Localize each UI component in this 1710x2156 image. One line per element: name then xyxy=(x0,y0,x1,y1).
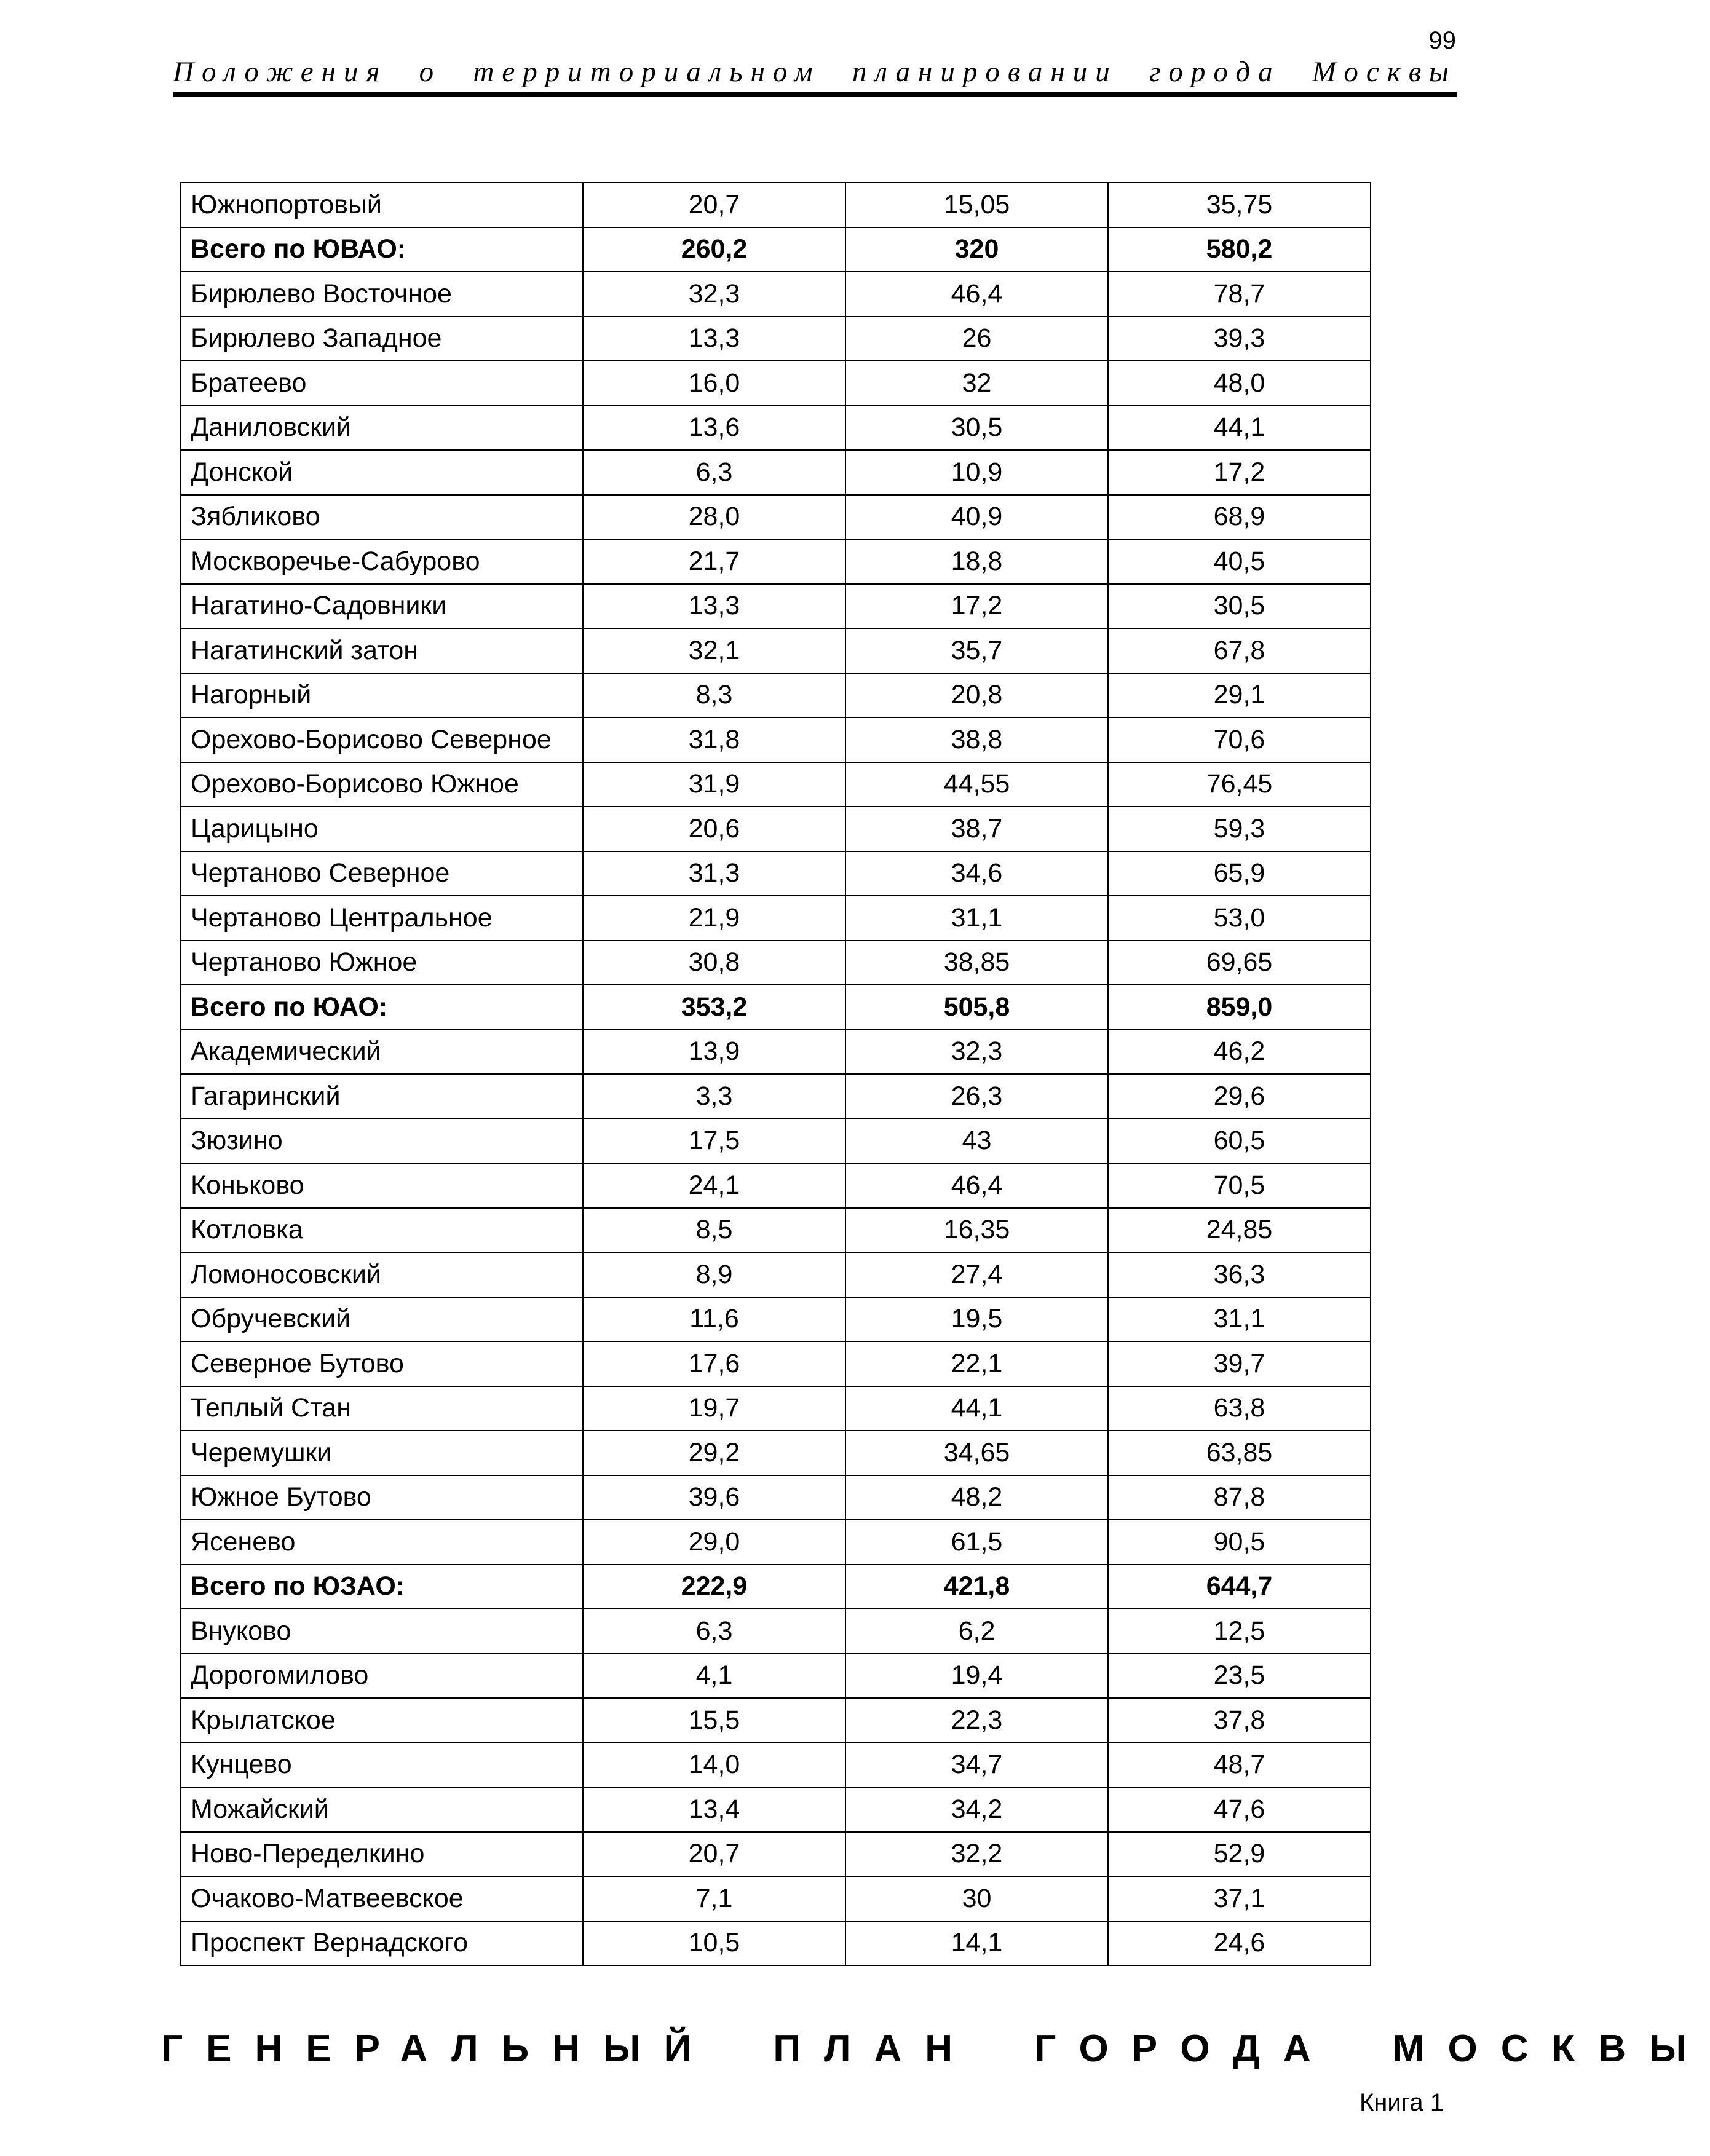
value-cell-1: 24,1 xyxy=(583,1163,845,1208)
value-cell-2: 43 xyxy=(845,1119,1108,1164)
value-cell-1: 19,7 xyxy=(583,1386,845,1431)
table-row xyxy=(180,361,1371,406)
value-cell-2: 18,8 xyxy=(845,539,1108,584)
value-cell-3: 63,85 xyxy=(1108,1431,1371,1475)
value-cell-2: 32,2 xyxy=(845,1832,1108,1877)
value-cell-1: 21,7 xyxy=(583,539,845,584)
table-row xyxy=(180,1743,1371,1788)
district-name-cell: Орехово-Борисово Южное xyxy=(180,762,583,807)
value-cell-3: 70,5 xyxy=(1108,1163,1371,1208)
value-cell-1: 17,5 xyxy=(583,1119,845,1164)
district-name-cell: Нагорный xyxy=(180,673,583,718)
page-number: 99 xyxy=(1428,27,1456,54)
value-cell-2: 44,1 xyxy=(845,1386,1108,1431)
value-cell-3: 37,1 xyxy=(1108,1876,1371,1921)
value-cell-2: 6,2 xyxy=(845,1609,1108,1654)
value-cell-3: 87,8 xyxy=(1108,1475,1371,1520)
table-row xyxy=(180,406,1371,451)
running-header-title: Положения о территориальном планировании города Москвы xyxy=(173,56,1457,88)
value-cell-3: 90,5 xyxy=(1108,1520,1371,1565)
value-cell-3: 17,2 xyxy=(1108,450,1371,495)
value-cell-1: 28,0 xyxy=(583,495,845,540)
district-name-cell: Кунцево xyxy=(180,1743,583,1788)
table-total-row xyxy=(180,1565,1371,1609)
table-total-row xyxy=(180,227,1371,272)
table-row xyxy=(180,1698,1371,1743)
value-cell-3: 68,9 xyxy=(1108,495,1371,540)
district-name-cell: Черемушки xyxy=(180,1431,583,1475)
district-name-cell: Южное Бутово xyxy=(180,1475,583,1520)
table-row xyxy=(180,1832,1371,1877)
value-cell-1: 6,3 xyxy=(583,1609,845,1654)
value-cell-2: 17,2 xyxy=(845,584,1108,629)
value-cell-1: 13,6 xyxy=(583,406,845,451)
table-row xyxy=(180,1876,1371,1921)
value-cell-2: 20,8 xyxy=(845,673,1108,718)
table-row xyxy=(180,941,1371,985)
value-cell-2: 30,5 xyxy=(845,406,1108,451)
value-cell-1: 8,9 xyxy=(583,1252,845,1297)
value-cell-2: 34,6 xyxy=(845,851,1108,896)
district-name-cell: Всего по ЮВАО: xyxy=(180,227,583,272)
value-cell-3: 63,8 xyxy=(1108,1386,1371,1431)
district-name-cell: Братеево xyxy=(180,361,583,406)
district-name-cell: Внуково xyxy=(180,1609,583,1654)
value-cell-3: 70,6 xyxy=(1108,717,1371,762)
value-cell-3: 31,1 xyxy=(1108,1297,1371,1342)
header-divider xyxy=(173,92,1457,97)
value-cell-1: 13,4 xyxy=(583,1787,845,1832)
value-cell-1: 32,1 xyxy=(583,628,845,673)
table-row xyxy=(180,1654,1371,1699)
district-name-cell: Обручевский xyxy=(180,1297,583,1342)
value-cell-1: 20,7 xyxy=(583,183,845,227)
value-cell-3: 59,3 xyxy=(1108,807,1371,851)
value-cell-3: 30,5 xyxy=(1108,584,1371,629)
value-cell-1: 3,3 xyxy=(583,1074,845,1119)
value-cell-1: 10,5 xyxy=(583,1921,845,1966)
value-cell-2: 31,1 xyxy=(845,896,1108,941)
district-name-cell: Котловка xyxy=(180,1208,583,1253)
table-row xyxy=(180,183,1371,227)
district-name-cell: Зябликово xyxy=(180,495,583,540)
value-cell-3: 29,1 xyxy=(1108,673,1371,718)
value-cell-1: 14,0 xyxy=(583,1743,845,1788)
table-row xyxy=(180,539,1371,584)
district-data-table xyxy=(180,182,1371,1966)
table-row xyxy=(180,1074,1371,1119)
table-row xyxy=(180,807,1371,851)
value-cell-2: 46,4 xyxy=(845,1163,1108,1208)
value-cell-3: 859,0 xyxy=(1108,985,1371,1030)
district-name-cell: Ново-Переделкино xyxy=(180,1832,583,1877)
table-row xyxy=(180,1787,1371,1832)
value-cell-3: 36,3 xyxy=(1108,1252,1371,1297)
district-name-cell: Теплый Стан xyxy=(180,1386,583,1431)
district-name-cell: Дорогомилово xyxy=(180,1654,583,1699)
value-cell-1: 29,2 xyxy=(583,1431,845,1475)
value-cell-3: 47,6 xyxy=(1108,1787,1371,1832)
district-name-cell: Чертаново Северное xyxy=(180,851,583,896)
table-body xyxy=(180,183,1371,1965)
value-cell-2: 30 xyxy=(845,1876,1108,1921)
value-cell-2: 46,4 xyxy=(845,272,1108,317)
value-cell-2: 34,7 xyxy=(845,1743,1108,1788)
table-row xyxy=(180,762,1371,807)
district-name-cell: Очаково-Матвеевское xyxy=(180,1876,583,1921)
district-name-cell: Чертаново Южное xyxy=(180,941,583,985)
table-row xyxy=(180,1609,1371,1654)
table-row xyxy=(180,717,1371,762)
value-cell-2: 34,2 xyxy=(845,1787,1108,1832)
value-cell-3: 29,6 xyxy=(1108,1074,1371,1119)
value-cell-1: 353,2 xyxy=(583,985,845,1030)
district-name-cell: Донской xyxy=(180,450,583,495)
value-cell-2: 38,7 xyxy=(845,807,1108,851)
district-name-cell: Проспект Вернадского xyxy=(180,1921,583,1966)
value-cell-2: 32,3 xyxy=(845,1030,1108,1075)
value-cell-2: 19,5 xyxy=(845,1297,1108,1342)
value-cell-3: 644,7 xyxy=(1108,1565,1371,1609)
value-cell-1: 17,6 xyxy=(583,1341,845,1386)
value-cell-1: 11,6 xyxy=(583,1297,845,1342)
value-cell-2: 48,2 xyxy=(845,1475,1108,1520)
value-cell-1: 13,3 xyxy=(583,584,845,629)
value-cell-3: 40,5 xyxy=(1108,539,1371,584)
value-cell-2: 34,65 xyxy=(845,1431,1108,1475)
value-cell-2: 10,9 xyxy=(845,450,1108,495)
value-cell-1: 15,5 xyxy=(583,1698,845,1743)
table-row xyxy=(180,1520,1371,1565)
value-cell-1: 8,3 xyxy=(583,673,845,718)
value-cell-3: 24,85 xyxy=(1108,1208,1371,1253)
table-row xyxy=(180,1475,1371,1520)
value-cell-2: 44,55 xyxy=(845,762,1108,807)
district-name-cell: Нагатинский затон xyxy=(180,628,583,673)
value-cell-3: 24,6 xyxy=(1108,1921,1371,1966)
value-cell-1: 7,1 xyxy=(583,1876,845,1921)
value-cell-2: 15,05 xyxy=(845,183,1108,227)
district-name-cell: Академический xyxy=(180,1030,583,1075)
table-row xyxy=(180,1431,1371,1475)
table-row xyxy=(180,673,1371,718)
value-cell-2: 32 xyxy=(845,361,1108,406)
table-row xyxy=(180,317,1371,361)
value-cell-2: 26,3 xyxy=(845,1074,1108,1119)
table-row xyxy=(180,1252,1371,1297)
value-cell-1: 32,3 xyxy=(583,272,845,317)
district-name-cell: Бирюлево Западное xyxy=(180,317,583,361)
value-cell-2: 421,8 xyxy=(845,1565,1108,1609)
table-row xyxy=(180,584,1371,629)
table-row xyxy=(180,896,1371,941)
table-row xyxy=(180,1030,1371,1075)
district-name-cell: Гагаринский xyxy=(180,1074,583,1119)
value-cell-1: 16,0 xyxy=(583,361,845,406)
district-name-cell: Царицыно xyxy=(180,807,583,851)
value-cell-2: 19,4 xyxy=(845,1654,1108,1699)
value-cell-3: 60,5 xyxy=(1108,1119,1371,1164)
value-cell-2: 27,4 xyxy=(845,1252,1108,1297)
district-name-cell: Всего по ЮАО: xyxy=(180,985,583,1030)
table-row xyxy=(180,1921,1371,1966)
table-row xyxy=(180,495,1371,540)
value-cell-3: 65,9 xyxy=(1108,851,1371,896)
value-cell-3: 48,0 xyxy=(1108,361,1371,406)
district-name-cell: Южнопортовый xyxy=(180,183,583,227)
district-name-cell: Ломоносовский xyxy=(180,1252,583,1297)
table-row xyxy=(180,1163,1371,1208)
value-cell-1: 13,3 xyxy=(583,317,845,361)
district-name-cell: Орехово-Борисово Северное xyxy=(180,717,583,762)
value-cell-2: 40,9 xyxy=(845,495,1108,540)
district-name-cell: Бирюлево Восточное xyxy=(180,272,583,317)
value-cell-1: 260,2 xyxy=(583,227,845,272)
value-cell-3: 76,45 xyxy=(1108,762,1371,807)
value-cell-1: 20,7 xyxy=(583,1832,845,1877)
value-cell-1: 31,8 xyxy=(583,717,845,762)
value-cell-3: 580,2 xyxy=(1108,227,1371,272)
footer-title: ГЕНЕРАЛЬНЫЙ ПЛАН ГОРОДА МОСКВЫ xyxy=(161,2028,1710,2070)
value-cell-3: 67,8 xyxy=(1108,628,1371,673)
value-cell-1: 31,3 xyxy=(583,851,845,896)
value-cell-3: 44,1 xyxy=(1108,406,1371,451)
district-name-cell: Зюзино xyxy=(180,1119,583,1164)
table-row xyxy=(180,1119,1371,1164)
district-name-cell: Нагатино-Садовники xyxy=(180,584,583,629)
table-total-row xyxy=(180,985,1371,1030)
value-cell-1: 31,9 xyxy=(583,762,845,807)
table-row xyxy=(180,1208,1371,1253)
district-name-cell: Даниловский xyxy=(180,406,583,451)
value-cell-2: 38,85 xyxy=(845,941,1108,985)
value-cell-3: 23,5 xyxy=(1108,1654,1371,1699)
district-name-cell: Коньково xyxy=(180,1163,583,1208)
value-cell-1: 21,9 xyxy=(583,896,845,941)
table-row xyxy=(180,450,1371,495)
table-row xyxy=(180,272,1371,317)
value-cell-3: 35,75 xyxy=(1108,183,1371,227)
value-cell-1: 30,8 xyxy=(583,941,845,985)
value-cell-2: 61,5 xyxy=(845,1520,1108,1565)
value-cell-2: 320 xyxy=(845,227,1108,272)
value-cell-1: 4,1 xyxy=(583,1654,845,1699)
district-name-cell: Всего по ЮЗАО: xyxy=(180,1565,583,1609)
value-cell-2: 38,8 xyxy=(845,717,1108,762)
district-name-cell: Ясенево xyxy=(180,1520,583,1565)
value-cell-2: 505,8 xyxy=(845,985,1108,1030)
table-row xyxy=(180,1297,1371,1342)
value-cell-1: 6,3 xyxy=(583,450,845,495)
value-cell-3: 39,7 xyxy=(1108,1341,1371,1386)
value-cell-3: 78,7 xyxy=(1108,272,1371,317)
table-row xyxy=(180,851,1371,896)
district-name-cell: Северное Бутово xyxy=(180,1341,583,1386)
value-cell-2: 22,3 xyxy=(845,1698,1108,1743)
value-cell-1: 222,9 xyxy=(583,1565,845,1609)
value-cell-2: 22,1 xyxy=(845,1341,1108,1386)
table-row xyxy=(180,628,1371,673)
value-cell-2: 16,35 xyxy=(845,1208,1108,1253)
district-name-cell: Можайский xyxy=(180,1787,583,1832)
district-name-cell: Чертаново Центральное xyxy=(180,896,583,941)
value-cell-3: 39,3 xyxy=(1108,317,1371,361)
value-cell-3: 37,8 xyxy=(1108,1698,1371,1743)
district-name-cell: Крылатское xyxy=(180,1698,583,1743)
value-cell-3: 69,65 xyxy=(1108,941,1371,985)
value-cell-3: 46,2 xyxy=(1108,1030,1371,1075)
value-cell-1: 20,6 xyxy=(583,807,845,851)
value-cell-1: 13,9 xyxy=(583,1030,845,1075)
table-row xyxy=(180,1386,1371,1431)
value-cell-2: 26 xyxy=(845,317,1108,361)
table-row xyxy=(180,1341,1371,1386)
value-cell-1: 39,6 xyxy=(583,1475,845,1520)
district-name-cell: Москворечье-Сабурово xyxy=(180,539,583,584)
value-cell-3: 12,5 xyxy=(1108,1609,1371,1654)
value-cell-3: 48,7 xyxy=(1108,1743,1371,1788)
value-cell-3: 52,9 xyxy=(1108,1832,1371,1877)
value-cell-2: 14,1 xyxy=(845,1921,1108,1966)
footer-book-label: Книга 1 xyxy=(1359,2089,1444,2116)
value-cell-1: 29,0 xyxy=(583,1520,845,1565)
value-cell-3: 53,0 xyxy=(1108,896,1371,941)
value-cell-1: 8,5 xyxy=(583,1208,845,1253)
value-cell-2: 35,7 xyxy=(845,628,1108,673)
